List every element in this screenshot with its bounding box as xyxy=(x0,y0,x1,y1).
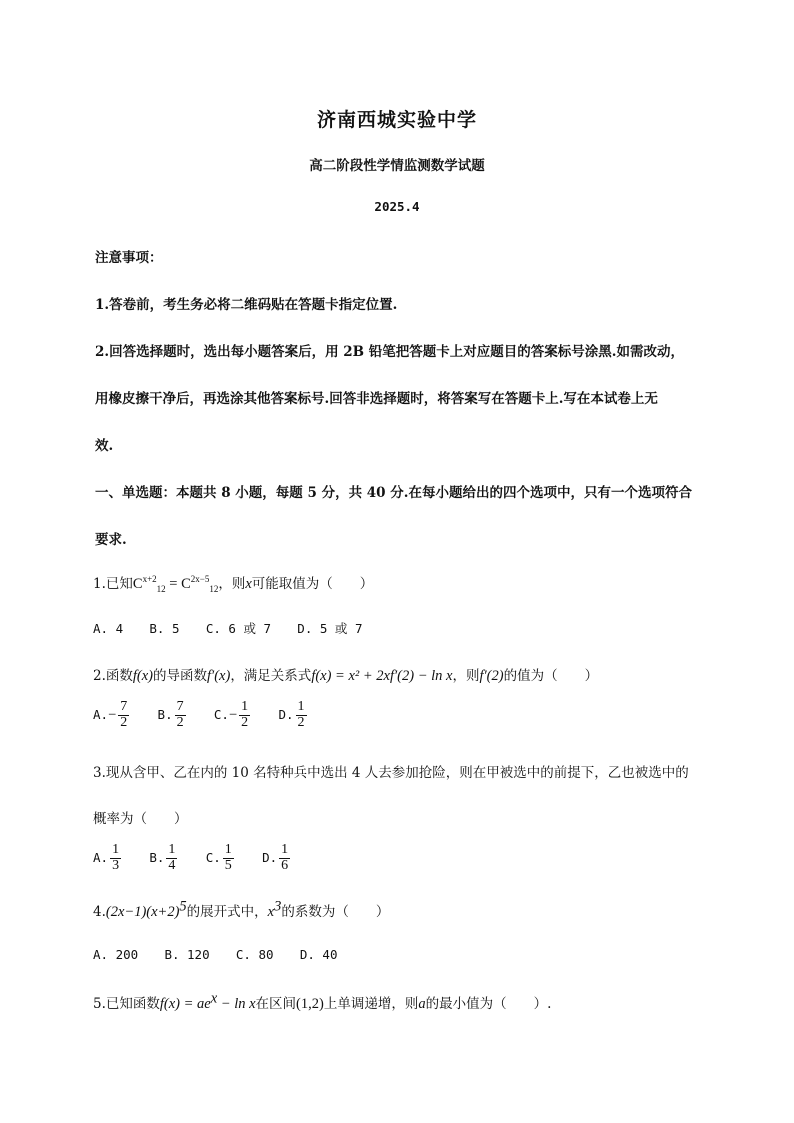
question-1: 1.已知$C^{x+2}_{12} = C^{2x-5}_{12}$，则x可能取值为（ ） xyxy=(93,574,374,594)
q4-option-a: A. 200 xyxy=(93,947,139,962)
q2-option-a: A.− $\frac{7}{2}$ xyxy=(93,699,128,730)
q4-option-d: D. 40 xyxy=(299,947,338,962)
question-4: $4.(2x-1)(x+2)^5$的展开式中，$x^3$的系数为（ ） xyxy=(93,898,390,920)
section-1-instructions-line-1: 一、单选题：本题共 8 小题，每题 5 分，共 40 分.在每小题给出的四个选项中，只有一个选项符合 xyxy=(95,485,692,501)
q3-option-c: C. $\frac{1}{5}$ xyxy=(205,842,232,873)
q1-combination-right: $C^{2x-5}_{12}$ xyxy=(181,574,219,594)
notice-item-2-line-3: 效. xyxy=(95,438,114,454)
exam-title: 高二阶段性学情监测数学试题 xyxy=(309,158,485,174)
notice-item-2-line-1: 2.回答选择题时，选出每小题答案后，用 2B 铅笔把答题卡上对应题目的答案标号涂黑.如需改动， xyxy=(95,344,684,360)
notice-item-1: 1.答卷前，考生务必将二维码贴在答题卡指定位置. xyxy=(95,297,398,313)
q2-option-b: B. $\frac{7}{2}$ xyxy=(157,699,184,730)
question-2: 2.函数f(x)的导函数f′(x)，满足关系式f(x) = x² + 2xf′(2) − ln x，则f′(2)的值为（ ） xyxy=(93,668,599,684)
notice-heading: 注意事项： xyxy=(95,250,163,266)
q3-option-a: A. $\frac{1}{3}$ xyxy=(93,842,120,873)
q1-option-a: A. 4 xyxy=(93,621,124,636)
q2-option-d: D. $\frac{1}{2}$ xyxy=(278,699,305,730)
q2-equation: f(x) = x² + 2xf′(2) − ln x xyxy=(311,668,453,684)
notice-item-2-line-2: 用橡皮擦干净后，再选涂其他答案标号.回答非选择题时，将答案写在答题卡上.写在本试卷上无 xyxy=(95,391,658,407)
question-4-choices xyxy=(93,947,359,963)
q3-option-d: D. $\frac{1}{6}$ xyxy=(262,842,289,873)
q4-option-c: C. 80 xyxy=(235,947,274,962)
school-name: 济南西城实验中学 xyxy=(316,109,477,131)
question-3-line-1: 3.现从含甲、乙在内的 10 名特种兵中选出 4 人去参加抢险，则在甲被选中的前提下，乙也被选中的 xyxy=(93,765,689,781)
q1-combination-left: $C^{x+2}_{12}$ xyxy=(132,574,166,594)
q4-expression: (2x−1)(x+2) xyxy=(105,904,180,920)
section-1-instructions-line-2: 要求. xyxy=(95,532,127,548)
q1-option-d: D. 5 或 7 xyxy=(297,621,363,636)
q1-option-b: B. 5 xyxy=(149,621,180,636)
q1-option-c: C. 6 或 7 xyxy=(205,621,271,636)
question-5: 5.已知函数$f(x) = ae^x - \ln x$在区间(1,2)上单调递增，则a的最小值为（ ）. xyxy=(93,990,552,1012)
question-2-choices xyxy=(93,700,331,730)
question-1-choices xyxy=(93,619,384,637)
question-3-choices xyxy=(93,843,314,873)
exam-date: 2025.4 xyxy=(374,199,420,214)
q4-option-b: B. 120 xyxy=(164,947,210,962)
question-3-line-2: 概率为（ ） xyxy=(93,811,188,827)
q3-option-b: B. $\frac{1}{4}$ xyxy=(149,842,176,873)
q2-option-c: C.− $\frac{1}{2}$ xyxy=(213,699,249,730)
q5-equation: f(x) = ae xyxy=(159,996,211,1012)
